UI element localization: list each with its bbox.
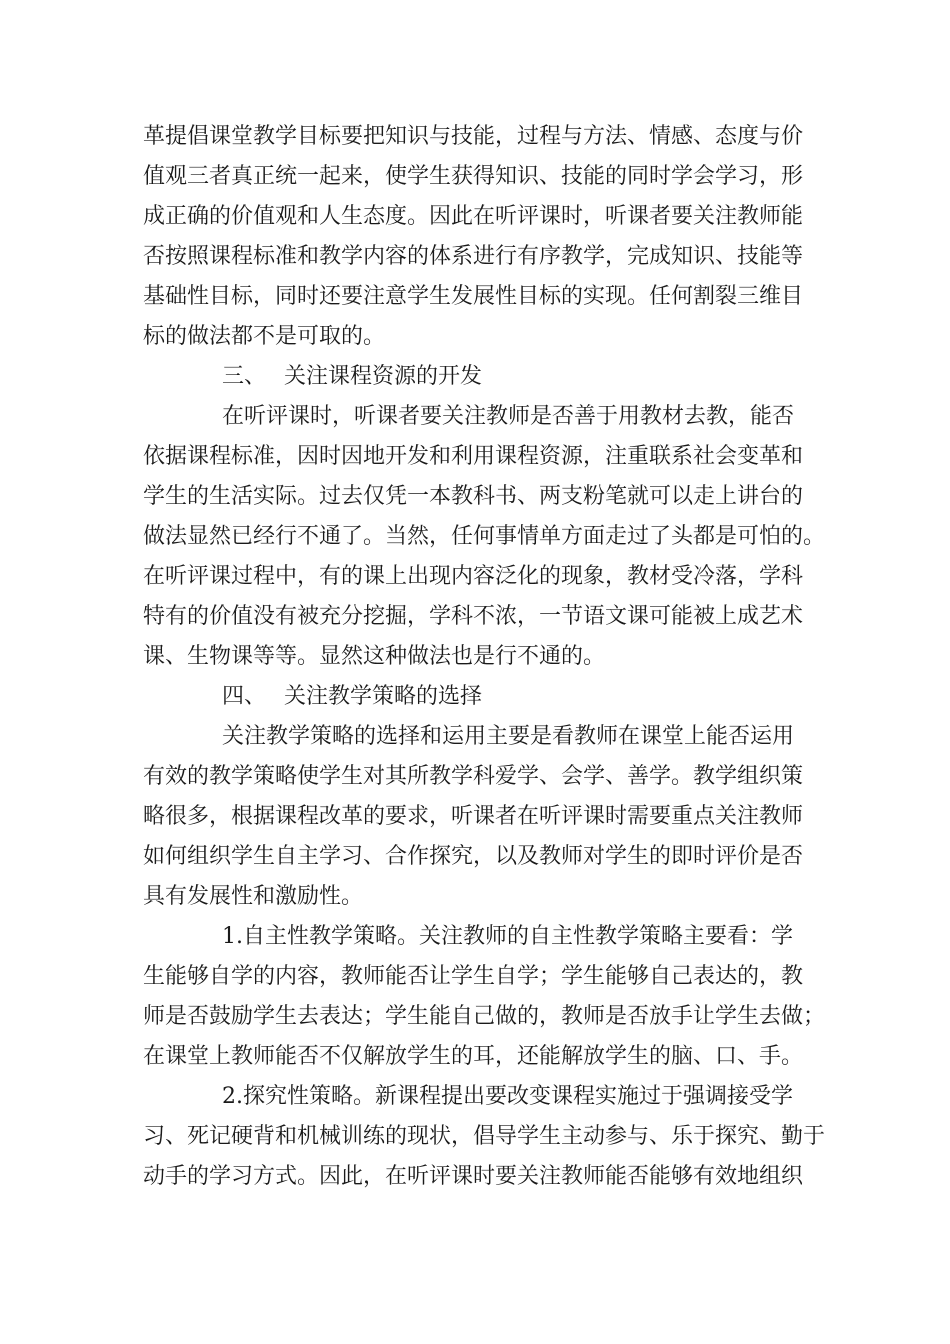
paragraph-line: 生能够自学的内容，教师能否让学生自学；学生能够自己表达的，教: [143, 964, 804, 989]
paragraph-line: 学生的生活实际。过去仅凭一本教科书、两支粉笔就可以走上讲台的: [143, 484, 804, 509]
paragraph-line: 基础性目标，同时还要注意学生发展性目标的实现。任何割裂三维目: [143, 284, 804, 309]
paragraph-line: 2.探究性策略。新课程提出要改变课程实施过于强调接受学: [222, 1084, 793, 1109]
paragraph-line: 1.自主性教学策略。关注教师的自主性教学策略主要看：学: [222, 924, 793, 949]
paragraph-line: 在听评课过程中，有的课上出现内容泛化的现象，教材受冷落，学科: [143, 564, 804, 589]
heading-number: 四、: [222, 684, 267, 709]
paragraph-line: 依据课程标准，因时因地开发和利用课程资源，注重联系社会变革和: [143, 444, 804, 469]
paragraph-line: 有效的教学策略使学生对其所教学科爱学、会学、善学。教学组织策: [143, 764, 804, 789]
paragraph-line: 具有发展性和激励性。: [143, 884, 364, 909]
section-heading-4: [222, 677, 482, 717]
heading-text: 关注课程资源的开发: [284, 364, 483, 389]
paragraph-line: 特有的价值没有被充分挖掘，学科不浓，一节语文课可能被上成艺术: [143, 604, 804, 629]
paragraph-line: 关注教学策略的选择和运用主要是看教师在课堂上能否运用: [222, 724, 795, 749]
paragraph-line: 标的做法都不是可取的。: [143, 324, 386, 349]
paragraph-line: 习、死记硬背和机械训练的现状，倡导学生主动参与、乐于探究、勤于: [143, 1124, 826, 1149]
paragraph-line: 动手的学习方式。因此，在听评课时要关注教师能否能够有效地组织: [143, 1164, 804, 1189]
paragraph-line: 否按照课程标准和教学内容的体系进行有序教学，完成知识、技能等: [143, 244, 804, 269]
paragraph-line: 成正确的价值观和人生态度。因此在听评课时，听课者要关注教师能: [143, 204, 804, 229]
heading-text: 关注教学策略的选择: [284, 684, 483, 709]
paragraph-line: 在听评课时，听课者要关注教师是否善于用教材去教，能否: [222, 404, 795, 429]
paragraph-line: 值观三者真正统一起来，使学生获得知识、技能的同时学会学习，形: [143, 164, 804, 189]
paragraph-line: 课、生物课等等。显然这种做法也是行不通的。: [143, 644, 606, 669]
paragraph-line: 略很多，根据课程改革的要求，听课者在听评课时需要重点关注教师: [143, 804, 804, 829]
paragraph-line: 做法显然已经行不通了。当然，任何事情单方面走过了头都是可怕的。: [143, 524, 826, 549]
section-heading-3: [222, 357, 482, 397]
paragraph-line: 如何组织学生自主学习、合作探究，以及教师对学生的即时评价是否: [143, 844, 804, 869]
paragraph-line: 在课堂上教师能否不仅解放学生的耳，还能解放学生的脑、口、手。: [143, 1044, 804, 1069]
paragraph-line: 师是否鼓励学生去表达；学生能自己做的，教师是否放手让学生去做；: [143, 1004, 826, 1029]
heading-number: 三、: [222, 364, 267, 389]
paragraph-line: 革提倡课堂教学目标要把知识与技能，过程与方法、情感、态度与价: [143, 124, 804, 149]
